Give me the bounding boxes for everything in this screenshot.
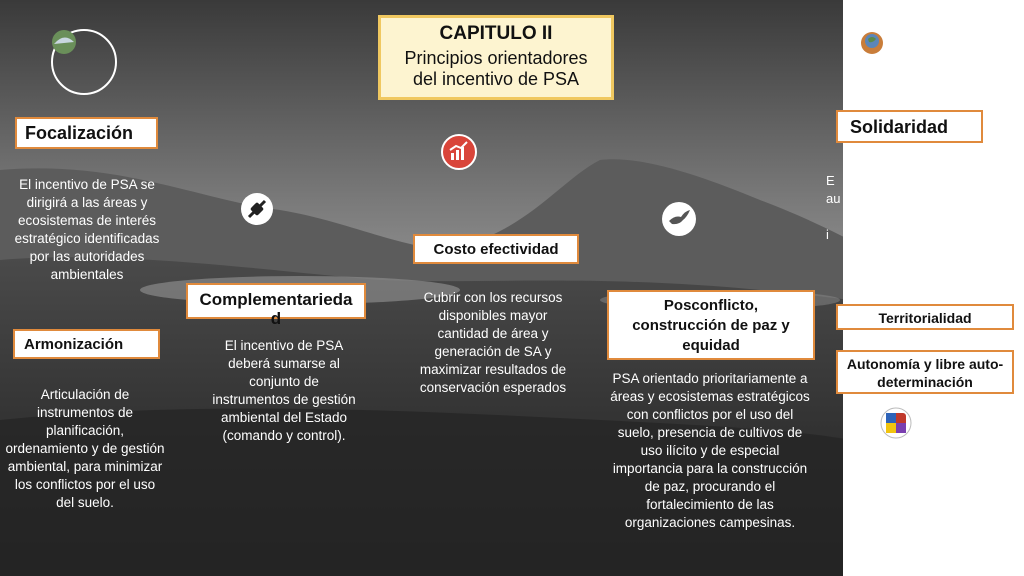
armonizacion-text: Articulación de instrumentos de planificación, ordenamiento y de gestión ambiental, para minimizar los conflictos por el uso del suelo.: [5, 387, 165, 510]
focalizacion-label-box: [15, 117, 158, 149]
solidaridad-text-fragment: E au i: [826, 173, 841, 242]
autonomia-label-box: [836, 350, 1014, 394]
dove-icon: [661, 201, 697, 237]
complementariedad-text: El incentivo de PSA deberá sumarse al conjunto de instrumentos de gestión ambiental del Estado (comando y control).: [212, 338, 356, 443]
landscape-circle-icon: [48, 28, 120, 96]
plug-icon: [240, 192, 274, 226]
solidaridad-label-box: [836, 110, 983, 143]
solidaridad-label: Solidaridad: [850, 117, 949, 137]
costo-label-box: [413, 234, 579, 264]
posconflicto-label: Posconflicto, construcción de paz y equidad: [632, 297, 790, 354]
autonomia-label: Autonomía y libre auto-determinación: [846, 356, 1004, 390]
costo-text: Cubrir con los recursos disponibles mayor cantidad de área y generación de SA y maximizar resultados de conservación esperados: [419, 290, 567, 395]
chart-icon: [441, 134, 477, 170]
armonizacion-label-box: [13, 329, 160, 359]
right-white-panel: [843, 0, 1024, 576]
chapter-title: CAPITULO II: [439, 23, 553, 44]
title-box: [378, 15, 614, 100]
territorialidad-label-box: [836, 304, 1014, 330]
complementariedad-label-box: [186, 283, 366, 328]
posconflicto-text: PSA orientado prioritariamente a áreas y ecosistemas estratégicos con conflictos por el uso del suelo, presencia de cultivos de uso ilícito y de especial importancia para la construcción de paz, procurando el fortalecimiento de las organizaciones campesinas.: [610, 371, 810, 530]
chapter-subtitle: Principios orientadores del incentivo de PSA: [404, 48, 588, 89]
complementariedad-label: Complementariedad: [199, 290, 353, 328]
focalizacion-text: El incentivo de PSA se dirigirá a las áreas y ecosistemas de interés estratégico identificadas por las autoridades ambientales: [14, 177, 160, 282]
flag-icon: [879, 406, 913, 440]
armonizacion-label: Armonización: [24, 336, 124, 353]
costo-label: Costo efectividad: [433, 241, 559, 258]
posconflicto-label-box: [607, 290, 815, 360]
focalizacion-label: Focalización: [25, 123, 134, 143]
globe-hands-icon: [857, 29, 887, 57]
territorialidad-label: Territorialidad: [878, 310, 972, 326]
